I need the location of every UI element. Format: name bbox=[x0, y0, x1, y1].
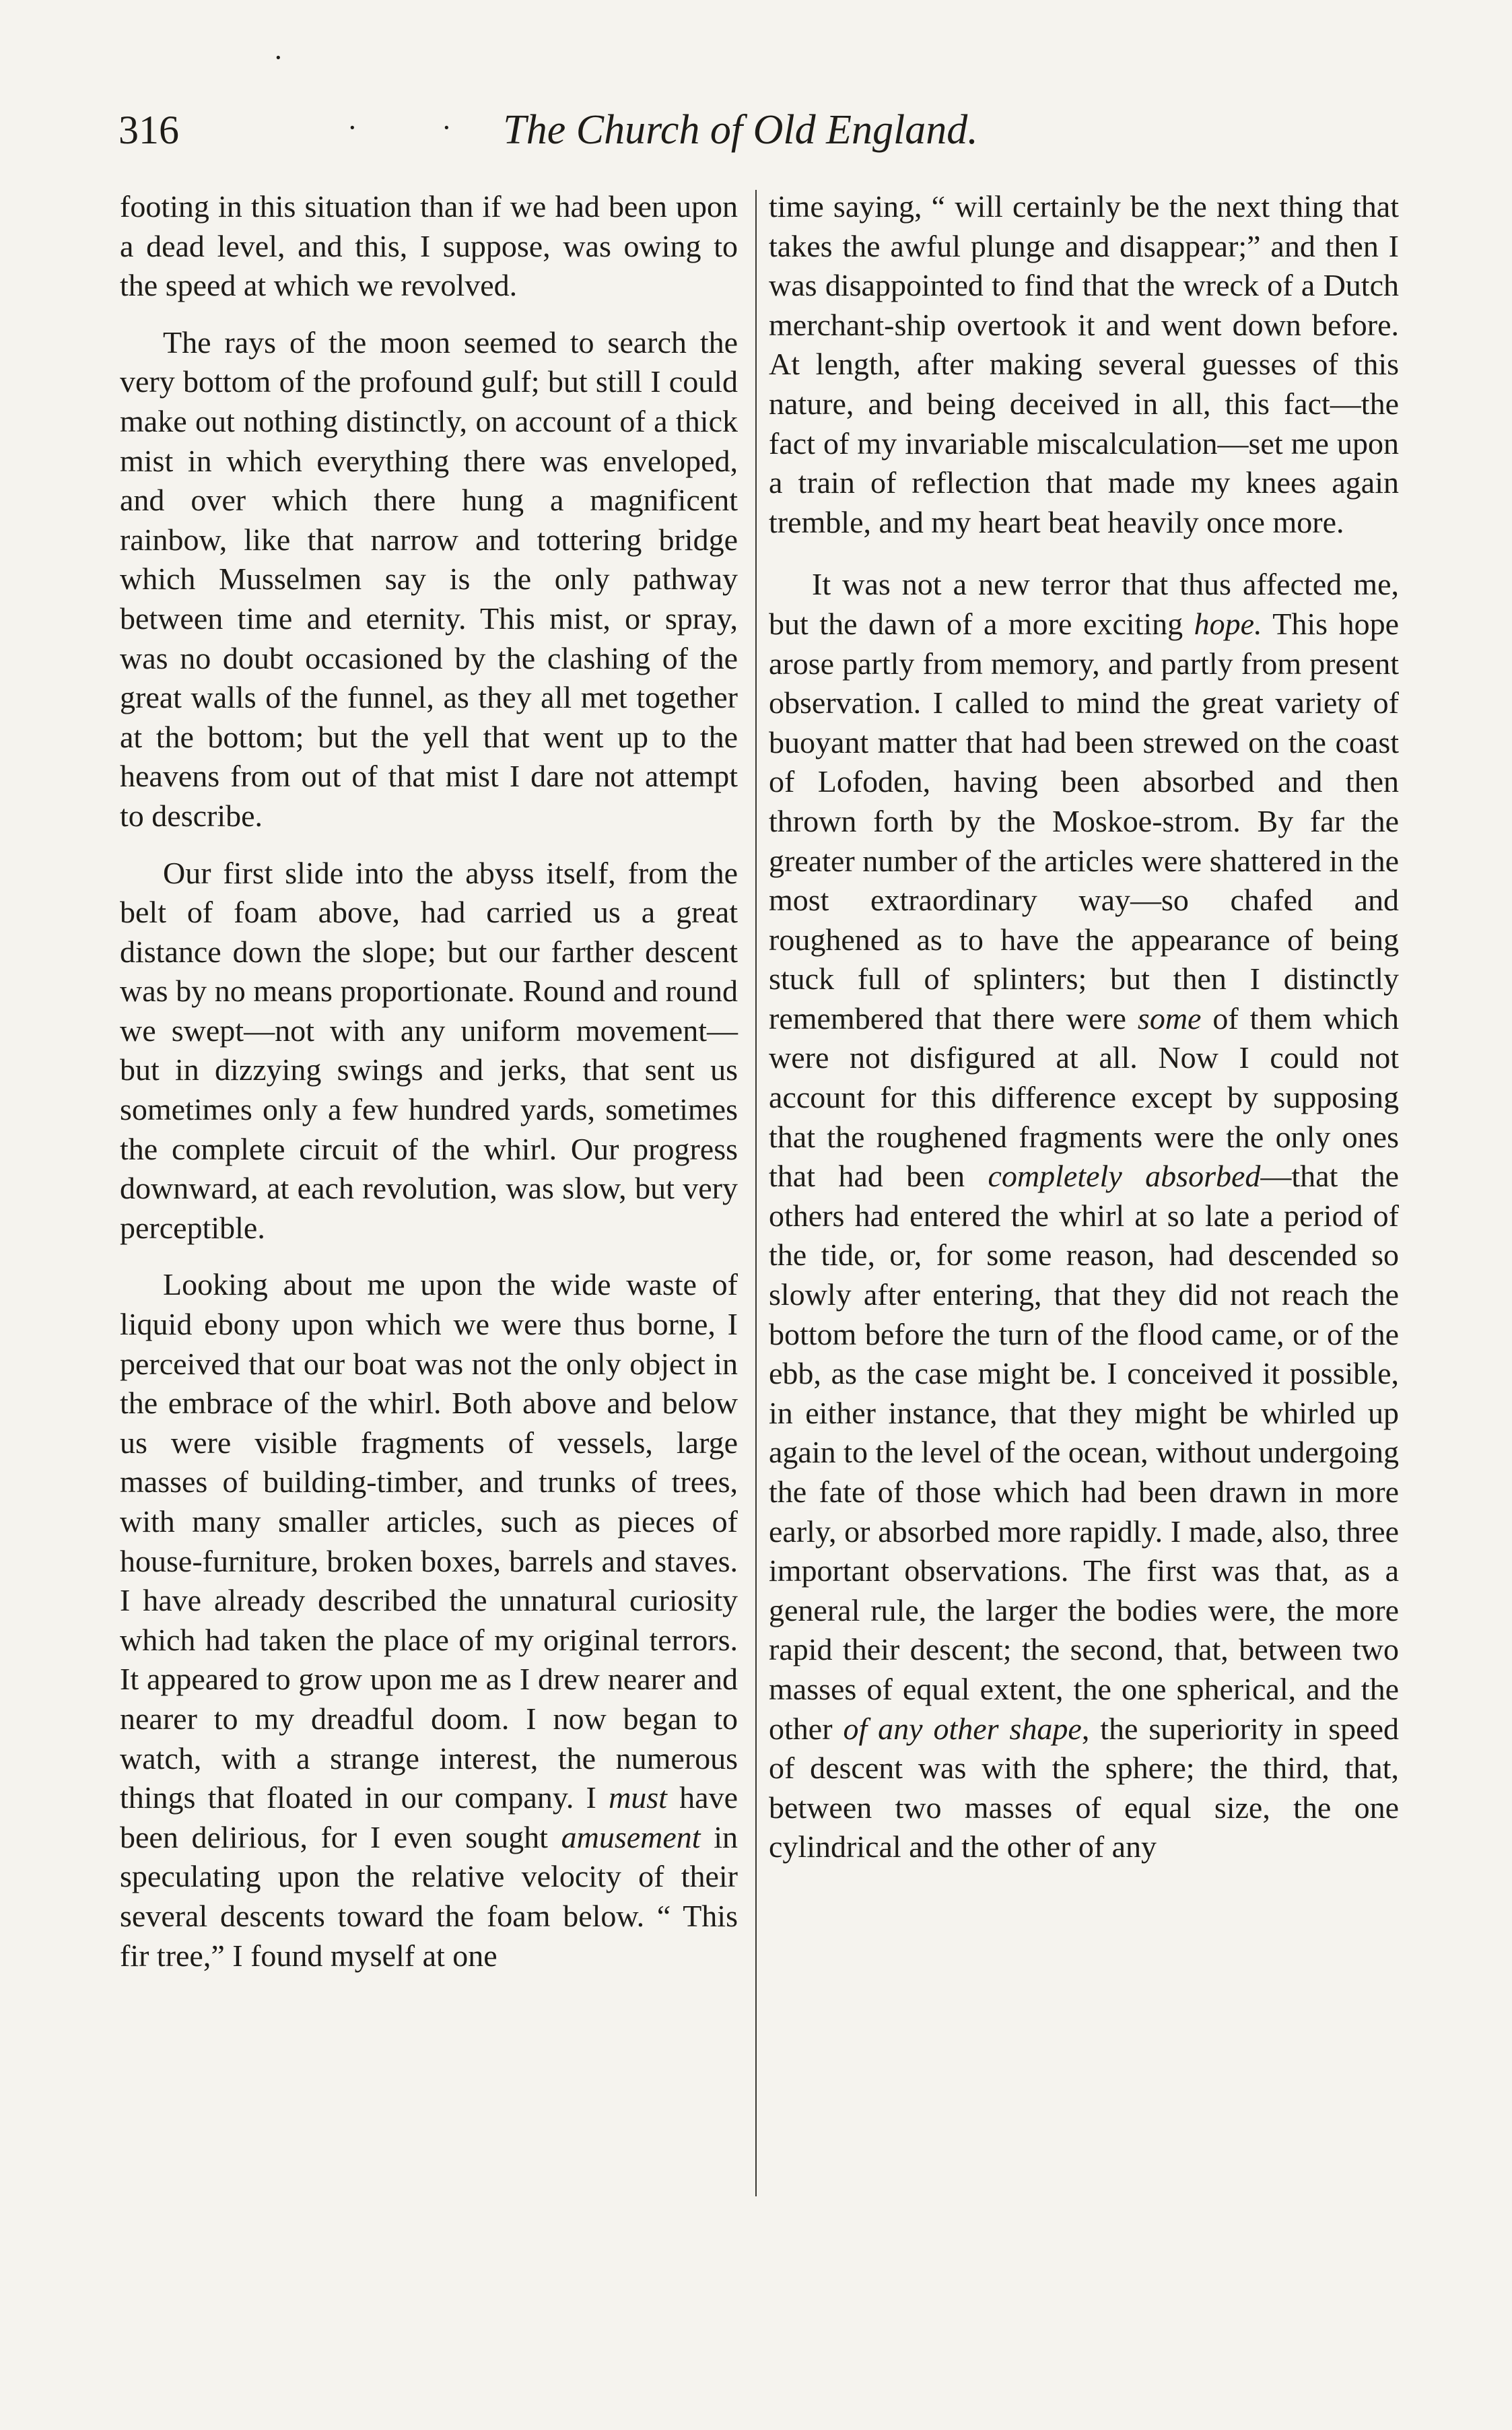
column-divider bbox=[755, 190, 757, 2196]
running-title: The Church of Old England. bbox=[503, 107, 978, 153]
paragraph-rays-of-moon: The rays of the moon seemed to search the very bottom of the profound gulf; but still I could make out nothing distinctly, on account of a thick mist in which everything there was enveloped, and over which there hung a magnificent rainbow, like that narrow and tottering bridge which Musselmen say is the only pathway between time and eternity. This mist, or spray, was no doubt occasioned by the clashing of the great walls of the funnel, as they all met together at the bottom; but the yell that went up to the heavens from out of that mist I dare not attempt to describe. bbox=[120, 325, 738, 833]
right-column bbox=[769, 187, 1399, 1867]
header-dot-1: · bbox=[347, 111, 357, 144]
emphasis-some: some bbox=[1137, 1001, 1202, 1036]
paragraph-new-terror: It was not a new terror that thus affected me, but the dawn of a more exciting hope. This hope arose partly from memory, and partly from present observation. I called to mind the great variety of buoyant matter that had been strewed on the coast of Lofoden, having been absorbed and then thrown forth by the Moskoe-strom. By far the greater number of the articles were shattered in the most extraordinary way—so chafed and roughened as to have the appearance of being stuck full of splinters; but then I distinctly remembered that there were some of them which were not disfigured at all. Now I could not account for this difference except by supposing that the roughened fragments were the only ones that had been completely absorbed—that the others had entered the whirl at so late a period of the tide, or, for some reason, had descended so slowly after entering, that they did not reach the bottom before the turn of the flood came, or of the ebb, as the case might be. I conceived it possible, in either instance, that they might be whirled up again to the level of the ocean, without undergoing the fate of those which had been drawn in more early, or absorbed more rapidly. I made, also, three important observations. The first was that, as a general rule, the larger the bodies were, the more rapid their descent; the second, that, between two masses of equal extent, the one spherical, and the other of any other shape, the superiority in speed of descent was with the sphere; the third, that, between two masses of equal size, the one cylindrical and the other of any bbox=[769, 567, 1400, 1864]
paragraph-looking-about: Looking about me upon the wide waste of liquid ebony upon which we were thus borne, I perceived that our boat was not the only object in the embrace of the whirl. Both above and below us were visible fragments of vessels, large masses of building-timber, and trunks of trees, with many smaller articles, such as pieces of house-furniture, broken boxes, barrels and staves. I have already described the unnatural curiosity which had taken the place of my original terrors. It appeared to grow upon me as I drew nearer and nearer to my dreadful doom. I now began to watch, with a strange interest, the numerous things that floated in our company. I must have been delirious, for I even sought amusement in speculating upon the relative velocity of their several descents toward the foam below. “ This fir tree,” I found myself at one bbox=[120, 1267, 738, 1973]
page-header bbox=[118, 93, 1396, 167]
paragraph-first-slide: Our first slide into the abyss itself, from the belt of foam above, had carried us a great distance down the slope; but our farther descent was by no means proportionate. Round and round we swept—not with any uniform movement—but in dizzying swings and jerks, that sent us sometimes only a few hundred yards, sometimes the complete circuit of the whirl. Our progress downward, at each revolution, was slow, but very perceptible. bbox=[120, 855, 738, 1245]
emphasis-completely-absorbed: completely absorbed bbox=[988, 1159, 1261, 1194]
left-column bbox=[120, 187, 738, 1976]
emphasis-hope: hope. bbox=[1194, 606, 1262, 641]
emphasis-amusement: amusement bbox=[561, 1819, 701, 1854]
paragraph-continued-right: time saying, “ will certainly be the next thing that takes the awful plunge and disappear;” and then I was disappointed to find that the wreck of a Dutch merchant-ship overtook it and went down before. At length, after making several guesses of this nature, and being deceived in all, this fact—the fact of my invariable miscalculation—set me upon a train of reflection that made my knees again tremble, and my heart beat heavily once more. bbox=[769, 189, 1399, 539]
emphasis-any-other-shape: of any other shape bbox=[843, 1711, 1082, 1746]
page-number: 316 bbox=[118, 108, 179, 152]
stray-mark-top: · bbox=[273, 41, 283, 74]
paragraph-continued: footing in this situation than if we had been upon a dead level, and this, I suppose, was owing to the speed at which we revolved. bbox=[120, 189, 738, 303]
emphasis-must: must bbox=[609, 1780, 667, 1815]
header-dot-2: · bbox=[442, 111, 452, 144]
